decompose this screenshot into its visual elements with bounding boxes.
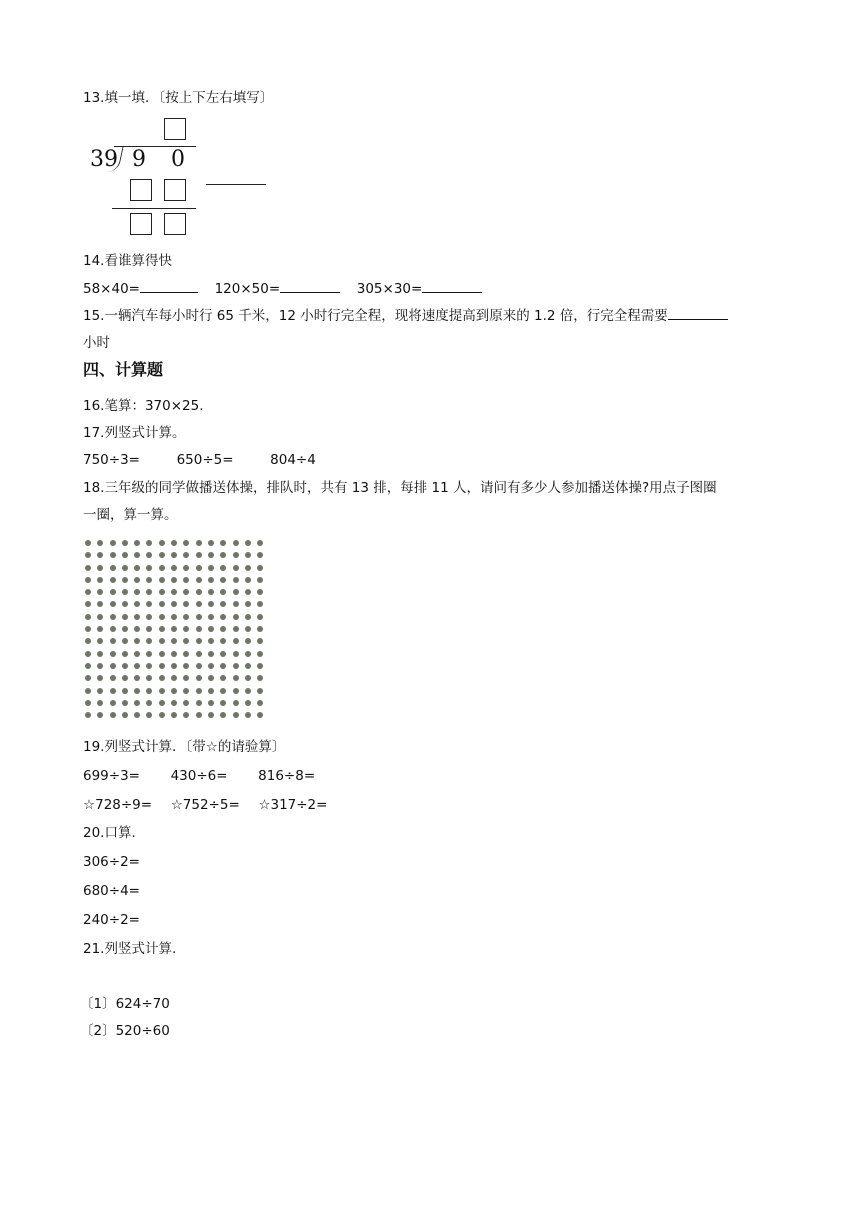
dot[interactable] <box>146 601 152 607</box>
dot[interactable] <box>233 663 239 669</box>
dot[interactable] <box>233 540 239 546</box>
dot[interactable] <box>196 540 202 546</box>
dot[interactable] <box>196 688 202 694</box>
dot[interactable] <box>171 565 177 571</box>
dot[interactable] <box>97 638 103 644</box>
dot[interactable] <box>146 663 152 669</box>
dot[interactable] <box>196 638 202 644</box>
dot[interactable] <box>183 589 189 595</box>
dot[interactable] <box>233 700 239 706</box>
q15-unit: 小时 <box>83 335 110 351</box>
dot[interactable] <box>220 712 226 718</box>
q15-text: 15.一辆汽车每小时行 65 千米，12 小时行完全程，现将速度提高到原来的 1.2 倍，行完全程需要 <box>83 308 668 324</box>
dot[interactable] <box>146 651 152 657</box>
dot[interactable] <box>220 552 226 558</box>
dot[interactable] <box>122 626 128 632</box>
dot[interactable] <box>171 638 177 644</box>
dot[interactable] <box>134 626 140 632</box>
q20-item-2: 680÷4= <box>83 883 140 899</box>
dot[interactable] <box>134 614 140 620</box>
dot[interactable] <box>97 577 103 583</box>
dot[interactable] <box>97 540 103 546</box>
dot[interactable] <box>85 712 91 718</box>
dot[interactable] <box>220 688 226 694</box>
dot[interactable] <box>97 675 103 681</box>
dot[interactable] <box>97 663 103 669</box>
dot[interactable] <box>245 565 251 571</box>
dot[interactable] <box>146 675 152 681</box>
dot[interactable] <box>233 589 239 595</box>
dot[interactable] <box>220 540 226 546</box>
dot[interactable] <box>257 577 263 583</box>
product-box-2[interactable] <box>164 179 186 201</box>
dot[interactable] <box>183 688 189 694</box>
dot[interactable] <box>110 688 116 694</box>
dot[interactable] <box>183 614 189 620</box>
dot[interactable] <box>233 565 239 571</box>
dividend-digit-2: 0 <box>171 147 185 172</box>
dot[interactable] <box>97 688 103 694</box>
dot[interactable] <box>245 577 251 583</box>
dot[interactable] <box>257 540 263 546</box>
dot[interactable] <box>110 589 116 595</box>
product-box-1[interactable] <box>130 179 152 201</box>
dot[interactable] <box>196 589 202 595</box>
dot[interactable] <box>196 663 202 669</box>
dot[interactable] <box>196 552 202 558</box>
dot[interactable] <box>97 626 103 632</box>
dot[interactable] <box>220 626 226 632</box>
dot[interactable] <box>122 589 128 595</box>
dot[interactable] <box>220 638 226 644</box>
dot[interactable] <box>183 663 189 669</box>
dot[interactable] <box>220 651 226 657</box>
dot[interactable] <box>110 577 116 583</box>
dot[interactable] <box>122 712 128 718</box>
dot[interactable] <box>220 675 226 681</box>
dot[interactable] <box>257 614 263 620</box>
dot[interactable] <box>110 614 116 620</box>
dot[interactable] <box>183 565 189 571</box>
dot[interactable] <box>97 700 103 706</box>
dot[interactable] <box>257 675 263 681</box>
q18-line-2: 一圈，算一算。 <box>83 507 178 523</box>
dot[interactable] <box>97 651 103 657</box>
dot[interactable] <box>85 552 91 558</box>
dot[interactable] <box>196 601 202 607</box>
dot[interactable] <box>245 700 251 706</box>
dot[interactable] <box>110 651 116 657</box>
dot[interactable] <box>208 712 214 718</box>
dot[interactable] <box>208 589 214 595</box>
q21-item-1: 〔1〕624÷70 <box>80 996 170 1012</box>
dot[interactable] <box>134 540 140 546</box>
remainder-box-1[interactable] <box>130 213 152 235</box>
dot[interactable] <box>146 700 152 706</box>
dot[interactable] <box>220 577 226 583</box>
dot[interactable] <box>245 675 251 681</box>
q21-item-2: 〔2〕520÷60 <box>80 1023 170 1039</box>
dot[interactable] <box>257 565 263 571</box>
dot[interactable] <box>159 577 165 583</box>
dot[interactable] <box>146 540 152 546</box>
dot[interactable] <box>183 675 189 681</box>
dot[interactable] <box>257 700 263 706</box>
quotient-box[interactable] <box>164 118 186 140</box>
dot[interactable] <box>171 601 177 607</box>
dot[interactable] <box>122 540 128 546</box>
dot[interactable] <box>134 712 140 718</box>
dot[interactable] <box>183 552 189 558</box>
dot[interactable] <box>257 638 263 644</box>
dot[interactable] <box>134 663 140 669</box>
dot[interactable] <box>183 540 189 546</box>
dot[interactable] <box>110 700 116 706</box>
dot[interactable] <box>220 663 226 669</box>
dot[interactable] <box>196 565 202 571</box>
dot[interactable] <box>159 540 165 546</box>
dot[interactable] <box>159 626 165 632</box>
dot[interactable] <box>171 589 177 595</box>
dot[interactable] <box>97 601 103 607</box>
dot[interactable] <box>159 589 165 595</box>
dividend-digit-1: 9 <box>132 147 146 172</box>
dot[interactable] <box>208 688 214 694</box>
dot[interactable] <box>97 712 103 718</box>
dot[interactable] <box>134 651 140 657</box>
dot[interactable] <box>171 700 177 706</box>
dot[interactable] <box>183 712 189 718</box>
answer-blank-line[interactable] <box>206 184 266 185</box>
dot[interactable] <box>257 552 263 558</box>
dot[interactable] <box>171 675 177 681</box>
dot[interactable] <box>208 552 214 558</box>
dot[interactable] <box>85 688 91 694</box>
dot[interactable] <box>196 614 202 620</box>
dot[interactable] <box>208 663 214 669</box>
dot[interactable] <box>245 552 251 558</box>
q19-item-1: 699÷3= <box>83 768 140 784</box>
dot[interactable] <box>97 552 103 558</box>
dot[interactable] <box>171 688 177 694</box>
dot[interactable] <box>257 712 263 718</box>
dot[interactable] <box>85 663 91 669</box>
dot[interactable] <box>171 712 177 718</box>
dot[interactable] <box>97 565 103 571</box>
dot[interactable] <box>134 675 140 681</box>
dot[interactable] <box>245 589 251 595</box>
dot[interactable] <box>220 700 226 706</box>
q14-title: 14.看谁算得快 <box>83 253 172 269</box>
q19-item-4: ☆728÷9= <box>83 797 153 813</box>
dot[interactable] <box>257 651 263 657</box>
dot[interactable] <box>122 601 128 607</box>
dot[interactable] <box>134 601 140 607</box>
q18-line-1: 18.三年级的同学做播送体操，排队时，共有 13 排，每排 11 人，请问有多少人参加播送体操?用点子图圈 <box>83 480 717 496</box>
q19-item-3: 816÷8= <box>258 768 316 784</box>
dot[interactable] <box>245 663 251 669</box>
division-bottom-line <box>112 208 196 209</box>
dot[interactable] <box>183 577 189 583</box>
dot[interactable] <box>208 700 214 706</box>
q20-item-1: 306÷2= <box>83 854 140 870</box>
dot[interactable] <box>233 712 239 718</box>
dot[interactable] <box>122 565 128 571</box>
dot[interactable] <box>159 601 165 607</box>
section-heading: 四、计算题 <box>83 360 164 379</box>
dot[interactable] <box>134 688 140 694</box>
dot[interactable] <box>233 675 239 681</box>
dot[interactable] <box>220 589 226 595</box>
q17-item-2: 650÷5= <box>176 452 234 468</box>
dot[interactable] <box>220 601 226 607</box>
q16-text: 16.笔算：370×25. <box>83 398 204 414</box>
dot[interactable] <box>122 577 128 583</box>
dot[interactable] <box>85 577 91 583</box>
divisor: 39 <box>90 147 118 172</box>
dot[interactable] <box>110 565 116 571</box>
dot[interactable] <box>134 700 140 706</box>
dot[interactable] <box>122 638 128 644</box>
dot[interactable] <box>171 651 177 657</box>
dot[interactable] <box>110 663 116 669</box>
dot[interactable] <box>257 601 263 607</box>
dot[interactable] <box>159 663 165 669</box>
dot[interactable] <box>171 540 177 546</box>
dot[interactable] <box>245 614 251 620</box>
dot[interactable] <box>257 688 263 694</box>
dot[interactable] <box>245 601 251 607</box>
dot[interactable] <box>196 700 202 706</box>
dot[interactable] <box>233 552 239 558</box>
dot[interactable] <box>146 577 152 583</box>
dot[interactable] <box>85 589 91 595</box>
dot[interactable] <box>97 614 103 620</box>
dot[interactable] <box>208 577 214 583</box>
dot[interactable] <box>110 638 116 644</box>
q19-item-2: 430÷6= <box>170 768 228 784</box>
q14-blank-2[interactable] <box>280 280 340 293</box>
q19-title: 19.列竖式计算．〔带☆的请验算〕 <box>83 739 286 755</box>
dot[interactable] <box>134 577 140 583</box>
dot[interactable] <box>110 626 116 632</box>
dot[interactable] <box>134 589 140 595</box>
q14-blank-1[interactable] <box>140 280 198 293</box>
dot[interactable] <box>146 626 152 632</box>
q14-item-1: 58×40= <box>83 281 140 297</box>
dot[interactable] <box>85 675 91 681</box>
dot[interactable] <box>171 626 177 632</box>
dot[interactable] <box>122 688 128 694</box>
dot[interactable] <box>159 688 165 694</box>
dot[interactable] <box>245 651 251 657</box>
dot[interactable] <box>146 614 152 620</box>
q14-items <box>83 279 482 299</box>
dot[interactable] <box>220 565 226 571</box>
q19-row-2 <box>83 795 327 815</box>
dot[interactable] <box>122 675 128 681</box>
dot[interactable] <box>110 675 116 681</box>
q15-line <box>83 306 728 326</box>
dot[interactable] <box>85 651 91 657</box>
dot[interactable] <box>245 540 251 546</box>
q19-row-1 <box>83 766 315 786</box>
q19-item-5: ☆752÷5= <box>170 797 240 813</box>
q17-item-3: 804÷4 <box>270 452 316 468</box>
q20-title: 20.口算. <box>83 825 136 841</box>
dot[interactable] <box>159 712 165 718</box>
dot[interactable] <box>159 651 165 657</box>
dot[interactable] <box>233 638 239 644</box>
dot[interactable] <box>159 614 165 620</box>
dot[interactable] <box>146 552 152 558</box>
dot[interactable] <box>233 651 239 657</box>
dot[interactable] <box>146 638 152 644</box>
q20-item-3: 240÷2= <box>83 912 140 928</box>
dot[interactable] <box>233 577 239 583</box>
dot[interactable] <box>110 601 116 607</box>
q17-item-1: 750÷3= <box>83 452 140 468</box>
dot[interactable] <box>159 675 165 681</box>
dot[interactable] <box>146 565 152 571</box>
dot[interactable] <box>159 638 165 644</box>
dot[interactable] <box>220 614 226 620</box>
dot[interactable] <box>208 626 214 632</box>
q19-item-6: ☆317÷2= <box>258 797 328 813</box>
dot[interactable] <box>85 638 91 644</box>
dot[interactable] <box>245 626 251 632</box>
dot[interactable] <box>122 700 128 706</box>
dot[interactable] <box>233 626 239 632</box>
dot[interactable] <box>85 626 91 632</box>
dot[interactable] <box>146 589 152 595</box>
dot[interactable] <box>85 614 91 620</box>
dot[interactable] <box>183 601 189 607</box>
dot[interactable] <box>196 712 202 718</box>
dot[interactable] <box>183 651 189 657</box>
dot[interactable] <box>257 663 263 669</box>
dot[interactable] <box>208 638 214 644</box>
dot[interactable] <box>208 601 214 607</box>
dot[interactable] <box>171 614 177 620</box>
dot[interactable] <box>208 675 214 681</box>
dot[interactable] <box>122 614 128 620</box>
dot[interactable] <box>196 651 202 657</box>
dot[interactable] <box>257 589 263 595</box>
dot[interactable] <box>257 626 263 632</box>
dot[interactable] <box>134 565 140 571</box>
q14-item-3: 305×30= <box>356 281 423 297</box>
dot[interactable] <box>208 614 214 620</box>
dot[interactable] <box>85 540 91 546</box>
q17-title: 17.列竖式计算。 <box>83 425 186 441</box>
dot[interactable] <box>110 552 116 558</box>
dot[interactable] <box>208 540 214 546</box>
dot[interactable] <box>196 626 202 632</box>
dot[interactable] <box>245 638 251 644</box>
remainder-box-2[interactable] <box>164 213 186 235</box>
dot[interactable] <box>171 577 177 583</box>
dot[interactable] <box>159 700 165 706</box>
dot[interactable] <box>208 565 214 571</box>
dot[interactable] <box>85 601 91 607</box>
dot[interactable] <box>245 688 251 694</box>
dot[interactable] <box>85 565 91 571</box>
dot[interactable] <box>146 712 152 718</box>
q17-items <box>83 450 316 470</box>
dot-grid[interactable] <box>82 537 272 727</box>
dot[interactable] <box>196 577 202 583</box>
dot[interactable] <box>134 552 140 558</box>
dot[interactable] <box>110 540 116 546</box>
q21-title: 21.列竖式计算. <box>83 941 177 957</box>
dot[interactable] <box>183 638 189 644</box>
dot[interactable] <box>159 565 165 571</box>
dot[interactable] <box>208 651 214 657</box>
dot[interactable] <box>97 589 103 595</box>
dot[interactable] <box>146 688 152 694</box>
q13-title: 13.填一填．〔按上下左右填写〕 <box>83 90 274 106</box>
dot[interactable] <box>183 700 189 706</box>
dot[interactable] <box>183 626 189 632</box>
dot[interactable] <box>159 552 165 558</box>
q14-blank-3[interactable] <box>422 280 482 293</box>
dot[interactable] <box>171 663 177 669</box>
dot[interactable] <box>245 712 251 718</box>
dot[interactable] <box>122 663 128 669</box>
dot[interactable] <box>85 700 91 706</box>
dot[interactable] <box>171 552 177 558</box>
dot[interactable] <box>110 712 116 718</box>
dot[interactable] <box>233 688 239 694</box>
long-division-figure <box>86 114 276 242</box>
dot[interactable] <box>233 614 239 620</box>
dot[interactable] <box>134 638 140 644</box>
dot[interactable] <box>196 675 202 681</box>
dot[interactable] <box>122 552 128 558</box>
q14-item-2: 120×50= <box>214 281 281 297</box>
dot[interactable] <box>122 651 128 657</box>
dot[interactable] <box>233 601 239 607</box>
q15-blank[interactable] <box>668 307 728 320</box>
